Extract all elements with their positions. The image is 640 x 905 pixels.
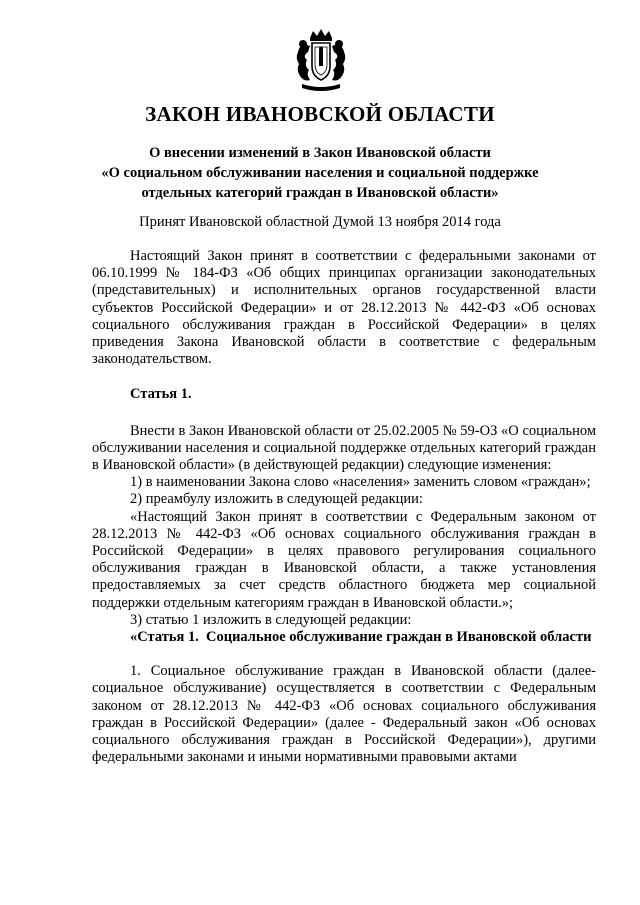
amendment-item-2-quote: «Настоящий Закон принят в соответствии с Федеральным законом от 28.12.2013 № 442-ФЗ «Об основах социального обслуживания граждан в Российской Федерации» в целях правового регулирования социального обслуживания граждан в Ивановской области, а также установления предоставляемых за счет средств областного бюджета мер социальной поддержки отдельным категориям граждан в Ивановской области.»; bbox=[92, 508, 596, 611]
law-body bbox=[92, 248, 596, 766]
article-intro-paragraph: Внести в Закон Ивановской области от 25.02.2005 № 59-ОЗ «О социальном обслуживании населения и социальной поддержке отдельных категорий граждан в Ивановской области» (в действующей редакции) следующие изменения: bbox=[92, 422, 596, 474]
adoption-note: Принят Ивановской областной Думой 13 ноября 2014 года bbox=[139, 214, 501, 230]
subtitle-line: О внесении изменений в Закон Ивановской области bbox=[149, 145, 491, 161]
preamble-paragraph: Настоящий Закон принят в соответствии с федеральными законами от 06.10.1999 № 184-ФЗ «Об общих принципах организации законодательных (представительных) и исполнительных органов государственной власти субъектов Российской Федерации» и от 28.12.2013 № 442-ФЗ «Об основах социального обслуживания граждан в Российской Федерации» в целях приведения Закона Ивановской области в соответствие с федеральным законодательством. bbox=[92, 248, 596, 368]
law-title: ЗАКОН ИВАНОВСКОЙ ОБЛАСТИ bbox=[145, 102, 495, 126]
law-subtitle bbox=[60, 143, 580, 203]
quoted-article-label: «Статья 1. bbox=[130, 629, 199, 646]
subtitle-line: отдельных категорий граждан в Ивановской области» bbox=[141, 185, 499, 201]
amendment-item-2: 2) преамбулу изложить в следующей редакции: bbox=[130, 491, 423, 508]
amendment-item-3: 3) статью 1 изложить в следующей редакции: bbox=[130, 611, 412, 628]
subtitle-line: «О социальном обслуживании населения и социальной поддержке bbox=[101, 165, 539, 181]
article-heading: Статья 1. bbox=[130, 386, 192, 403]
amendment-item-1: 1) в наименовании Закона слово «населения» заменить словом «граждан»; bbox=[130, 474, 591, 491]
quoted-article-heading bbox=[92, 629, 596, 646]
spacer bbox=[92, 646, 596, 663]
coat-of-arms-icon bbox=[288, 28, 354, 94]
quoted-article-title: Социальное обслуживание граждан в Ивановской области bbox=[206, 629, 592, 646]
point-1-paragraph: 1. Социальное обслуживание граждан в Ивановской области (далее- социальное обслуживание) осуществляется в соответствии с Федеральным законом от 28.12.2013 № 442-ФЗ «Об основах социального обслуживания граждан в Российской Федерации» (далее - Федеральный закон «Об основах социального обслуживания граждан в Российской Федерации»), другими федеральными законами и иными нормативными правовыми актами bbox=[92, 663, 596, 766]
